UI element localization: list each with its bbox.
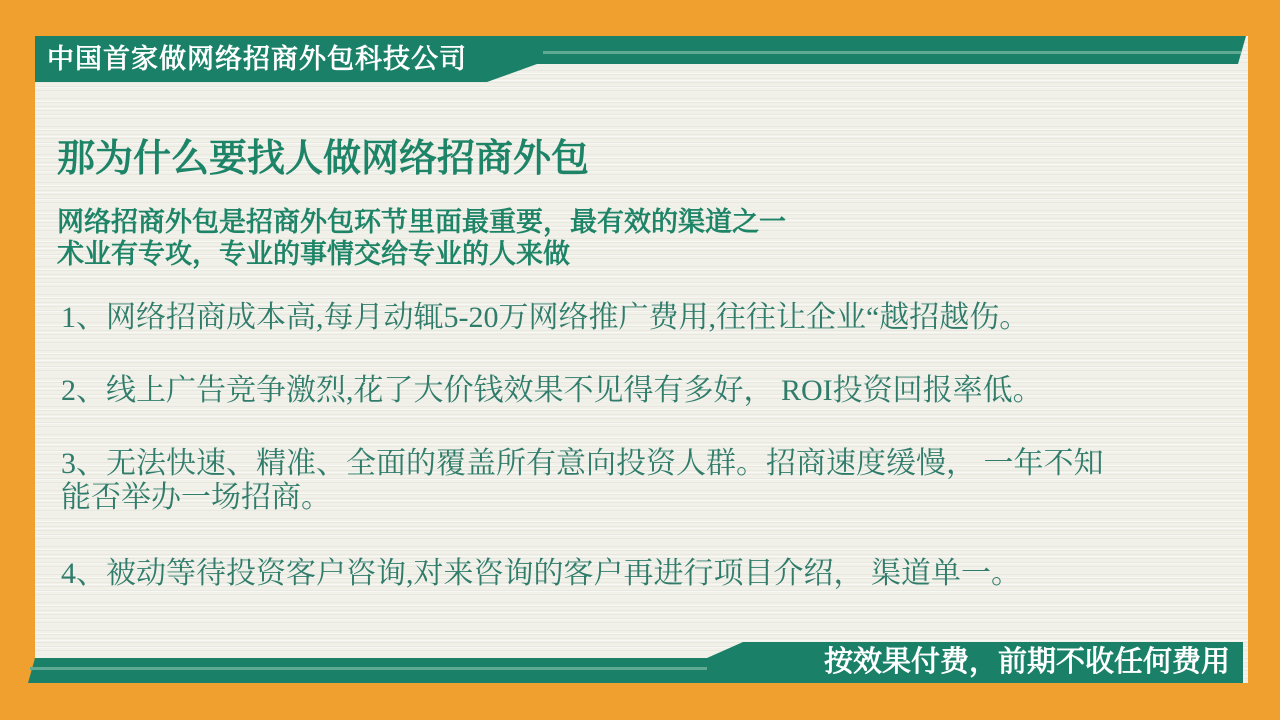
footer-ribbon-highlight-line <box>30 667 707 670</box>
header-ribbon-highlight-line <box>543 51 1241 54</box>
footer-slogan-label: 按效果付费，前期不收任何费用 <box>823 646 1230 678</box>
slide-title: 那为什么要找人做网络招商外包 <box>57 138 590 180</box>
subtitle-line: 术业有专攻，专业的事情交给专业的人来做 <box>57 239 570 269</box>
point-line: 4、被动等待投资客户咨询,对来咨询的客户再进行项目介绍， 渠道单一。 <box>61 557 1021 590</box>
point-line: 2、线上广告竞争激烈,花了大价钱效果不见得有多好， ROI投资回报率低。 <box>61 374 1043 407</box>
subtitle-line: 网络招商外包是招商外包环节里面最重要，最有效的渠道之一 <box>57 207 786 237</box>
point-line: 3、无法快速、精准、全面的覆盖所有意向投资人群。招商速度缓慢， 一年不知 <box>61 447 1104 480</box>
point-item-1 <box>61 301 1029 335</box>
point-item-4 <box>61 557 1021 591</box>
point-item-3 <box>61 447 1104 515</box>
content-card <box>35 36 1248 683</box>
company-name-label: 中国首家做网络招商外包科技公司 <box>47 44 467 74</box>
point-item-2 <box>61 374 1043 408</box>
point-line: 1、网络招商成本高,每月动辄5-20万网络推广费用,往往让企业“越招越伤。 <box>61 301 1030 334</box>
point-line: 能否举办一场招商。 <box>61 481 331 514</box>
slide-subtitle <box>57 206 786 270</box>
